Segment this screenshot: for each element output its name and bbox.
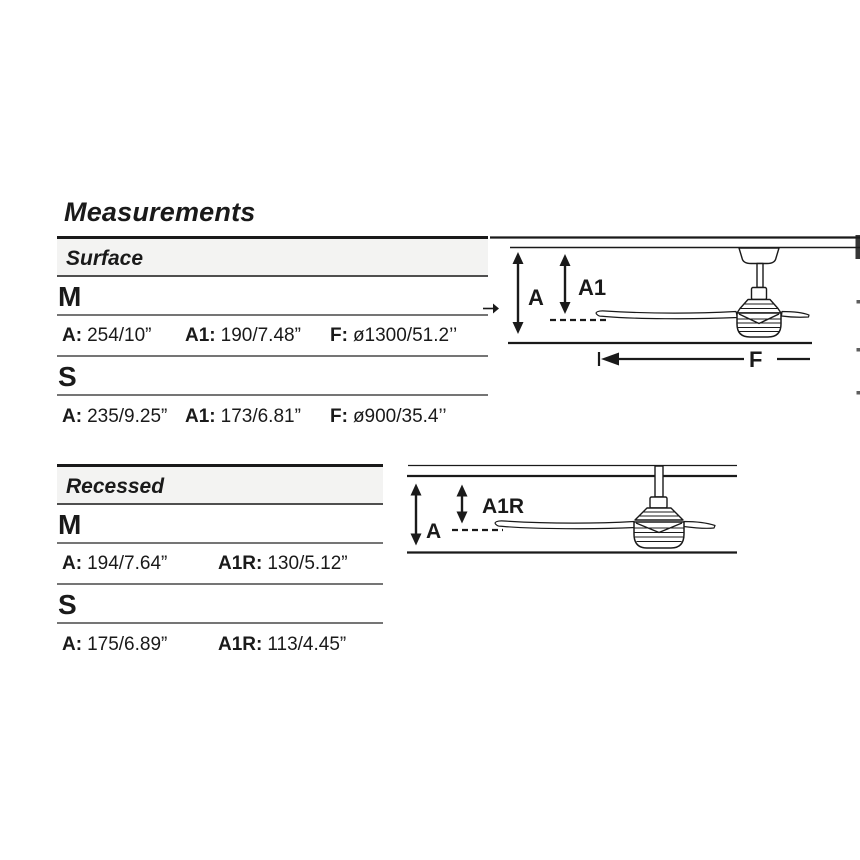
dimension-value: A1R: 113/4.45” [218, 633, 347, 655]
f-dimension-arrow [599, 352, 810, 366]
surface-m-dimensions-row [57, 316, 488, 357]
fan-motor-flare [635, 508, 683, 520]
fan-blade-right [684, 522, 716, 529]
surface-table-header: Surface [57, 239, 488, 277]
recessed-s-dimensions-row [57, 624, 383, 665]
recessed-size-s-label: S [57, 585, 383, 624]
dimension-value: A: 194/7.64” [62, 552, 168, 574]
fan-downrod [655, 466, 663, 497]
recessed-mount-diagram [400, 460, 745, 560]
dimension-value: A: 254/10” [62, 324, 152, 346]
dimension-value: A: 175/6.89” [62, 633, 168, 655]
recessed-measurements-table [57, 464, 383, 665]
surface-s-dimensions-row [57, 396, 488, 437]
fan-canopy [739, 248, 779, 264]
surface-size-s-label: S [57, 357, 488, 396]
a-dimension-label: A [528, 285, 544, 310]
a1r-dimension-arrow [457, 485, 468, 524]
dimension-value: A1: 190/7.48” [185, 324, 301, 346]
recessed-size-m-label: M [57, 505, 383, 544]
f-dimension-label: F [749, 347, 763, 372]
a-dimension-label: A [426, 520, 442, 543]
fan-blade-left [596, 311, 737, 319]
dimension-value: F: ø1300/51.2’’ [330, 324, 458, 346]
fan-blade-left [495, 521, 635, 529]
dimension-value: F: ø900/35.4’’ [330, 405, 447, 427]
page-title: Measurements [64, 197, 256, 227]
fan-downrod [757, 264, 763, 288]
a-dimension-arrow [513, 252, 524, 334]
a-dimension-arrow [411, 484, 422, 546]
fan-coupler [650, 497, 667, 508]
ceiling-fan-drawing [495, 466, 715, 548]
surface-mount-diagram [483, 228, 860, 400]
surface-measurements-table [57, 236, 488, 437]
recessed-m-dimensions-row [57, 544, 383, 585]
dimension-value: A1R: 130/5.12” [218, 552, 348, 574]
fan-motor-flare [737, 300, 781, 314]
fan-blade-right [782, 312, 810, 318]
fan-coupler [752, 288, 767, 300]
surface-size-m-label: M [57, 277, 488, 316]
dimension-value: A1: 173/6.81” [185, 405, 301, 427]
ceiling-fan-drawing [596, 248, 809, 337]
recessed-table-header: Recessed [57, 467, 383, 505]
dimension-value: A: 235/9.25” [62, 405, 168, 427]
a1-dimension-arrow [560, 254, 571, 314]
a1r-dimension-label: A1R [482, 495, 525, 518]
a1-dimension-label: A1 [578, 275, 607, 300]
